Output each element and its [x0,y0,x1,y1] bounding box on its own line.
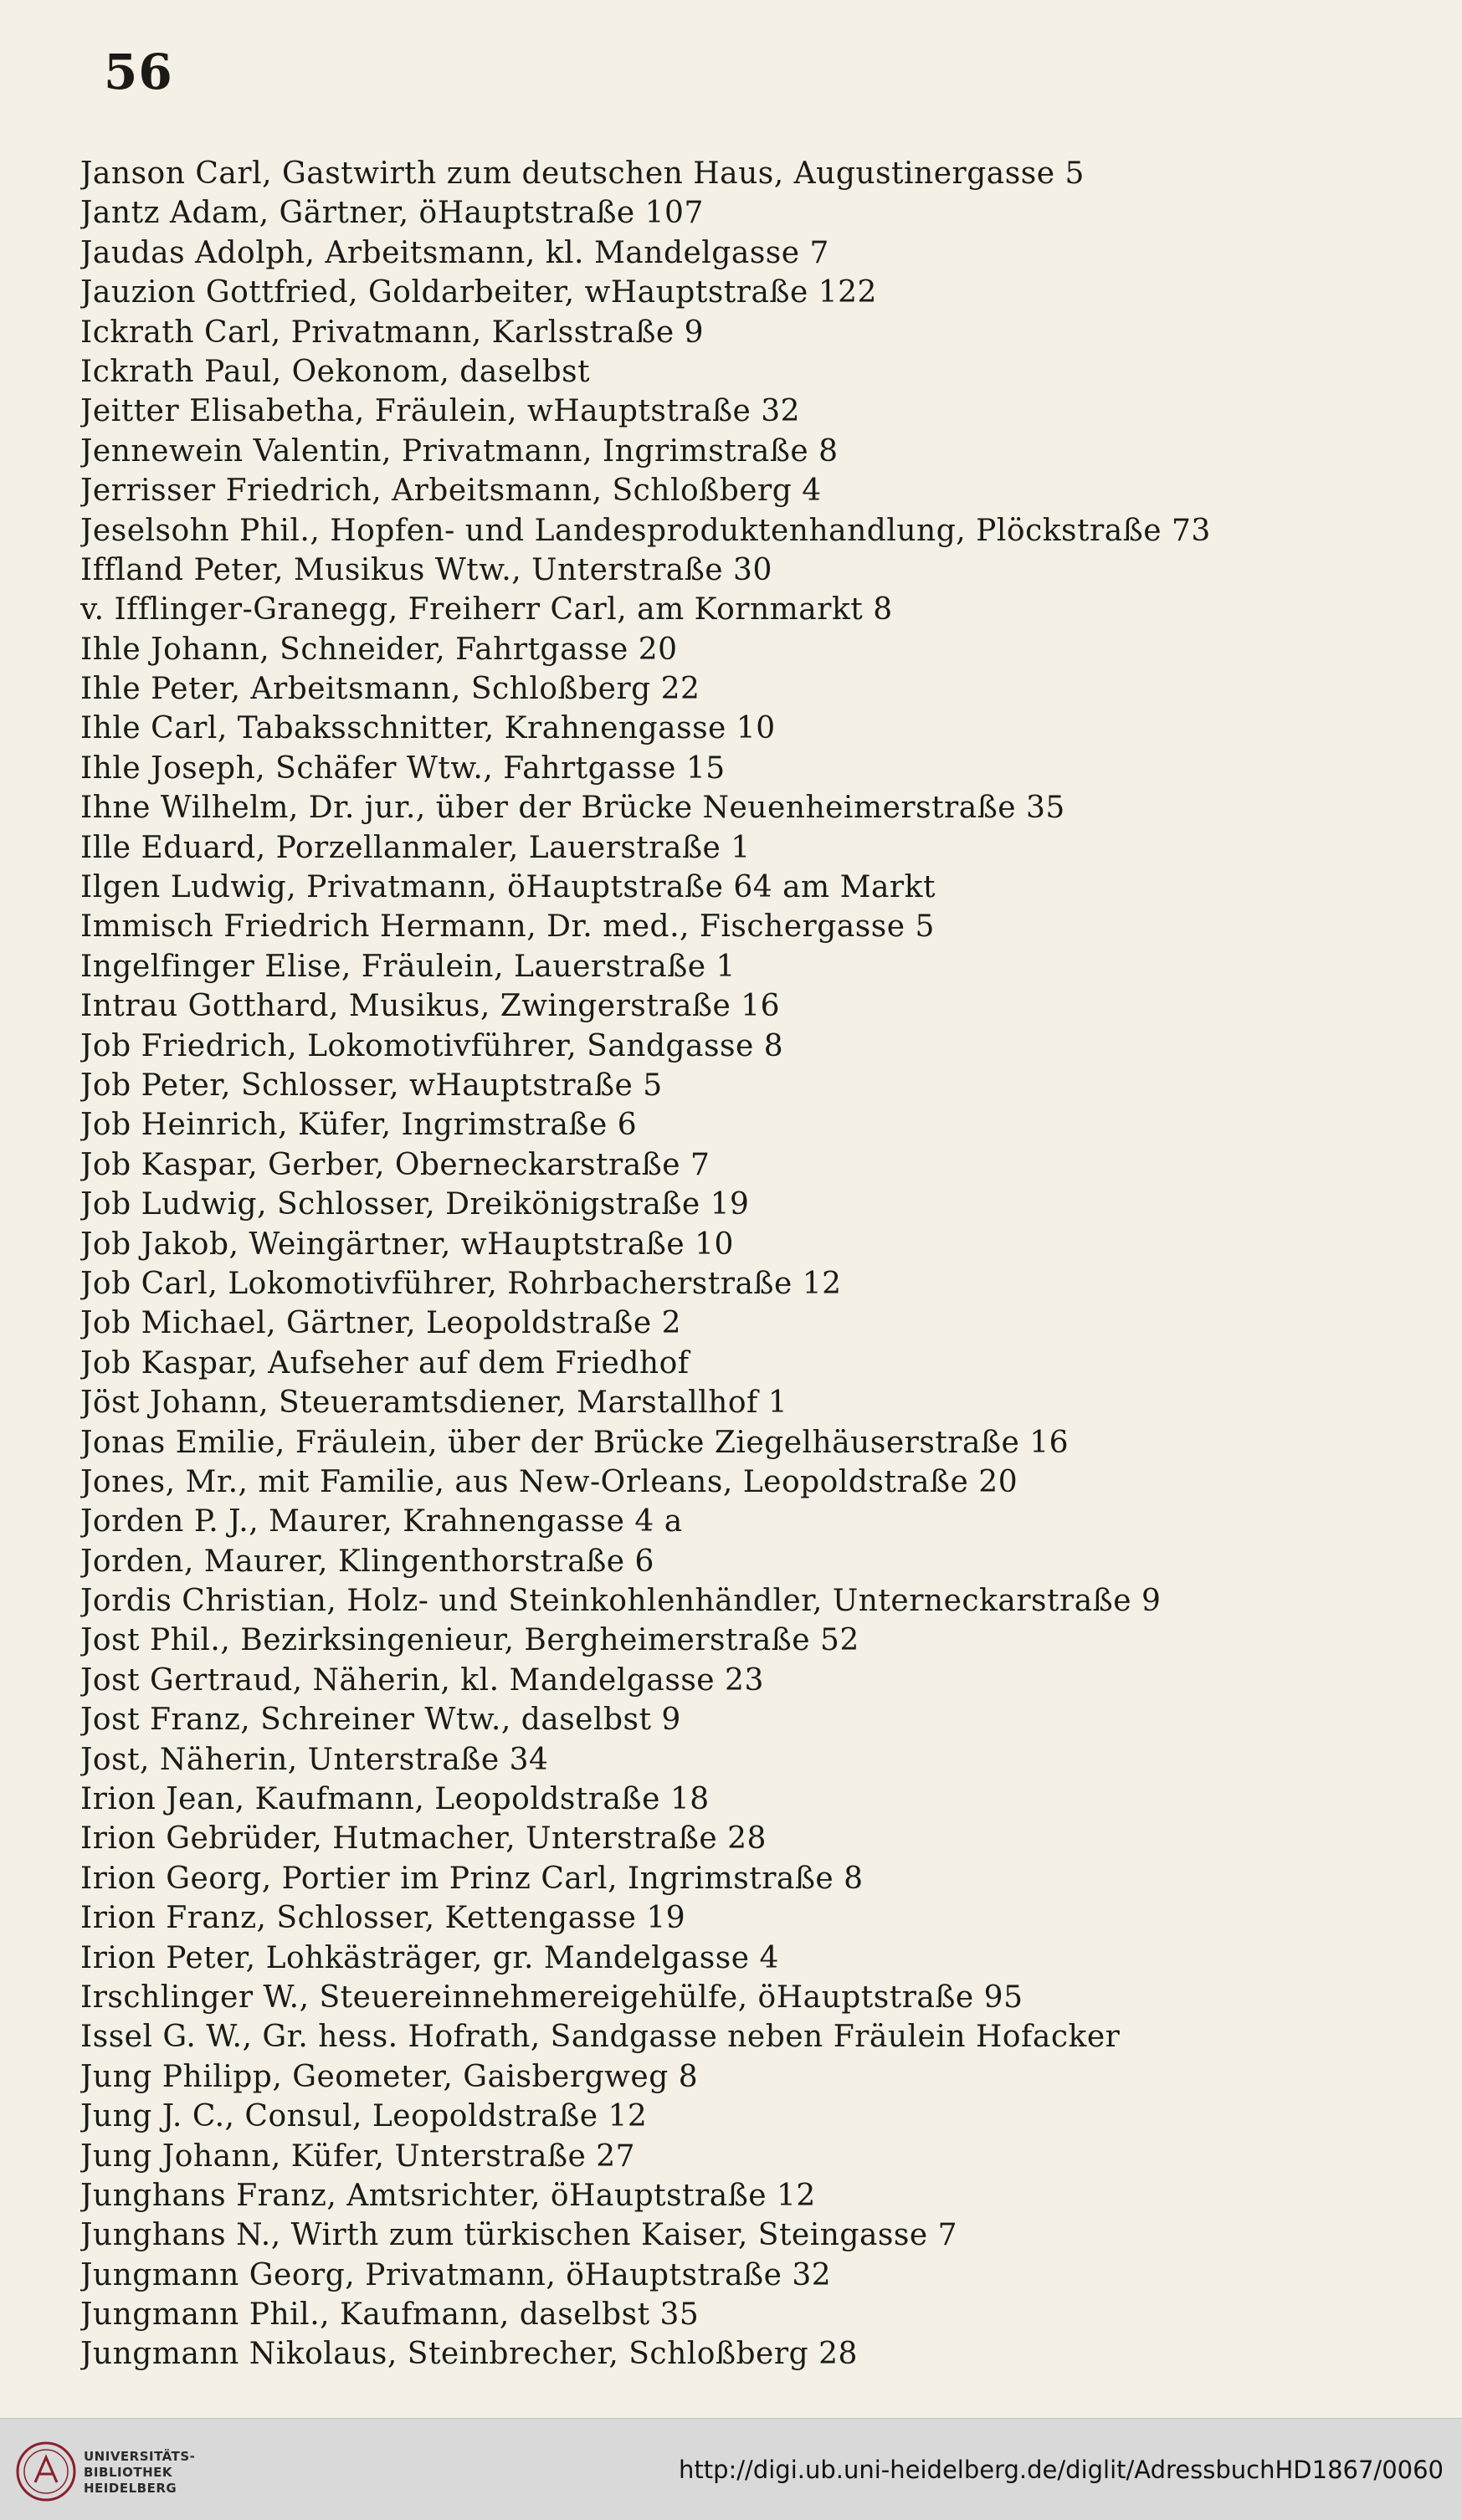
directory-entry: Jorden P. J., Maurer, Krahnengasse 4 a [80,1504,683,1539]
directory-entry: Ille Eduard, Porzellanmaler, Lauerstraße 1 [80,830,751,865]
directory-entry: Ihle Joseph, Schäfer Wtw., Fahrtgasse 15 [80,750,726,786]
directory-entry: Jungmann Georg, Privatmann, öHauptstraße 32 [80,2257,832,2292]
directory-entry: Iffland Peter, Musikus Wtw., Unterstraße 30 [80,552,772,587]
directory-entry: Jantz Adam, Gärtner, öHauptstraße 107 [80,196,704,231]
directory-entry: Job Jakob, Weingärtner, wHauptstraße 10 [80,1227,734,1262]
directory-entry: Job Kaspar, Aufseher auf dem Friedhof [80,1345,690,1380]
directory-entry: Jonas Emilie, Fräulein, über der Brücke Ziegelhäuserstraße 16 [80,1425,1070,1460]
directory-entry: Jost Gertraud, Näherin, kl. Mandelgasse 23 [80,1662,764,1698]
institution-name [84,2449,195,2497]
directory-entry: Janson Carl, Gastwirth zum deutschen Haus, Augustinergasse 5 [80,156,1085,191]
directory-entry: Jeselsohn Phil., Hopfen- und Landesproduktenhandlung, Plöckstraße 73 [80,513,1211,548]
directory-entry: Jeitter Elisabetha, Fräulein, wHauptstraße 32 [80,394,801,429]
directory-entry: Junghans Franz, Amtsrichter, öHauptstraße 12 [80,2178,816,2213]
directory-entry: Job Friedrich, Lokomotivführer, Sandgasse 8 [80,1028,784,1063]
directory-entry: Irion Peter, Lohkästräger, gr. Mandelgasse 4 [80,1940,779,1975]
directory-entry: Jung J. C., Consul, Leopoldstraße 12 [80,2099,648,2134]
directory-entry: Jones, Mr., mit Familie, aus New-Orleans, Leopoldstraße 20 [80,1464,1018,1499]
source-url-link[interactable]: http://digi.ub.uni-heidelberg.de/diglit/AdressbuchHD1867/0060 [678,2456,1444,2484]
directory-entry: Irion Gebrüder, Hutmacher, Unterstraße 28 [80,1821,767,1857]
directory-entry: Ilgen Ludwig, Privatmann, öHauptstraße 64 am Markt [80,870,936,905]
directory-entry: Job Michael, Gärtner, Leopoldstraße 2 [80,1306,681,1341]
page-number: 56 [104,44,173,100]
directory-entry: Jungmann Phil., Kaufmann, daselbst 35 [80,2297,700,2333]
institution-line: BIBLIOTHEK [84,2465,172,2480]
directory-entry: Immisch Friedrich Hermann, Dr. med., Fischergasse 5 [80,909,935,945]
directory-entry-list [80,154,1386,2374]
directory-entry: Issel G. W., Gr. hess. Hofrath, Sandgasse neben Fräulein Hofacker [80,2020,1121,2055]
directory-entry: Jost, Näherin, Unterstraße 34 [80,1742,549,1777]
directory-entry: Jost Franz, Schreiner Wtw., daselbst 9 [80,1703,681,1738]
institution-line: UNIVERSITÄTS- [84,2449,196,2464]
directory-entry: Jerrisser Friedrich, Arbeitsmann, Schloßberg 4 [80,474,822,509]
directory-entry: Jauzion Gottfried, Goldarbeiter, wHauptstraße 122 [80,275,877,310]
directory-entry: Ihne Wilhelm, Dr. jur., über der Brücke Neuenheimerstraße 35 [80,791,1065,826]
footer-bar [0,2418,1462,2520]
directory-entry: Irschlinger W., Steuereinnehmereigehülfe, öHauptstraße 95 [80,1980,1023,2015]
directory-entry: Jungmann Nikolaus, Steinbrecher, Schloßberg 28 [80,2337,858,2372]
university-library-seal-icon [15,2441,77,2502]
directory-entry: Job Carl, Lokomotivführer, Rohrbacherstraße 12 [80,1266,842,1301]
directory-entry: v. Ifflinger-Granegg, Freiherr Carl, am Kornmarkt 8 [80,592,893,627]
directory-entry: Irion Franz, Schlosser, Kettengasse 19 [80,1901,686,1936]
directory-entry: Jung Johann, Küfer, Unterstraße 27 [80,2138,636,2174]
directory-entry: Ihle Carl, Tabaksschnitter, Krahnengasse 10 [80,711,776,746]
directory-entry: Ihle Johann, Schneider, Fahrtgasse 20 [80,632,678,667]
directory-entry: Jöst Johann, Steueramtsdiener, Marstallhof 1 [80,1385,788,1421]
directory-entry: Intrau Gotthard, Musikus, Zwingerstraße 16 [80,989,781,1024]
directory-entry: Jorden, Maurer, Klingenthorstraße 6 [80,1544,654,1579]
directory-entry: Jost Phil., Bezirksingenieur, Bergheimerstraße 52 [80,1623,859,1658]
directory-entry: Job Kaspar, Gerber, Oberneckarstraße 7 [80,1147,710,1182]
directory-entry: Jaudas Adolph, Arbeitsmann, kl. Mandelgasse 7 [80,235,829,270]
directory-entry: Job Ludwig, Schlosser, Dreikönigstraße 19 [80,1187,750,1222]
directory-entry: Irion Jean, Kaufmann, Leopoldstraße 18 [80,1782,710,1817]
directory-entry: Job Peter, Schlosser, wHauptstraße 5 [80,1068,663,1103]
institution-line: HEIDELBERG [84,2481,177,2496]
directory-entry: Ickrath Paul, Oekonom, daselbst [80,354,591,389]
directory-entry: Job Heinrich, Küfer, Ingrimstraße 6 [80,1108,638,1143]
directory-entry: Jung Philipp, Geometer, Gaisbergweg 8 [80,2059,699,2094]
directory-entry: Jordis Christian, Holz- und Steinkohlenhändler, Unterneckarstraße 9 [80,1584,1162,1619]
directory-entry: Ickrath Carl, Privatmann, Karlsstraße 9 [80,315,705,350]
directory-entry: Irion Georg, Portier im Prinz Carl, Ingrimstraße 8 [80,1861,864,1896]
directory-entry: Jennewein Valentin, Privatmann, Ingrimstraße 8 [80,433,839,469]
directory-entry: Ihle Peter, Arbeitsmann, Schloßberg 22 [80,672,700,707]
directory-entry: Ingelfinger Elise, Fräulein, Lauerstraße 1 [80,949,736,984]
directory-entry: Junghans N., Wirth zum türkischen Kaiser, Steingasse 7 [80,2218,958,2253]
